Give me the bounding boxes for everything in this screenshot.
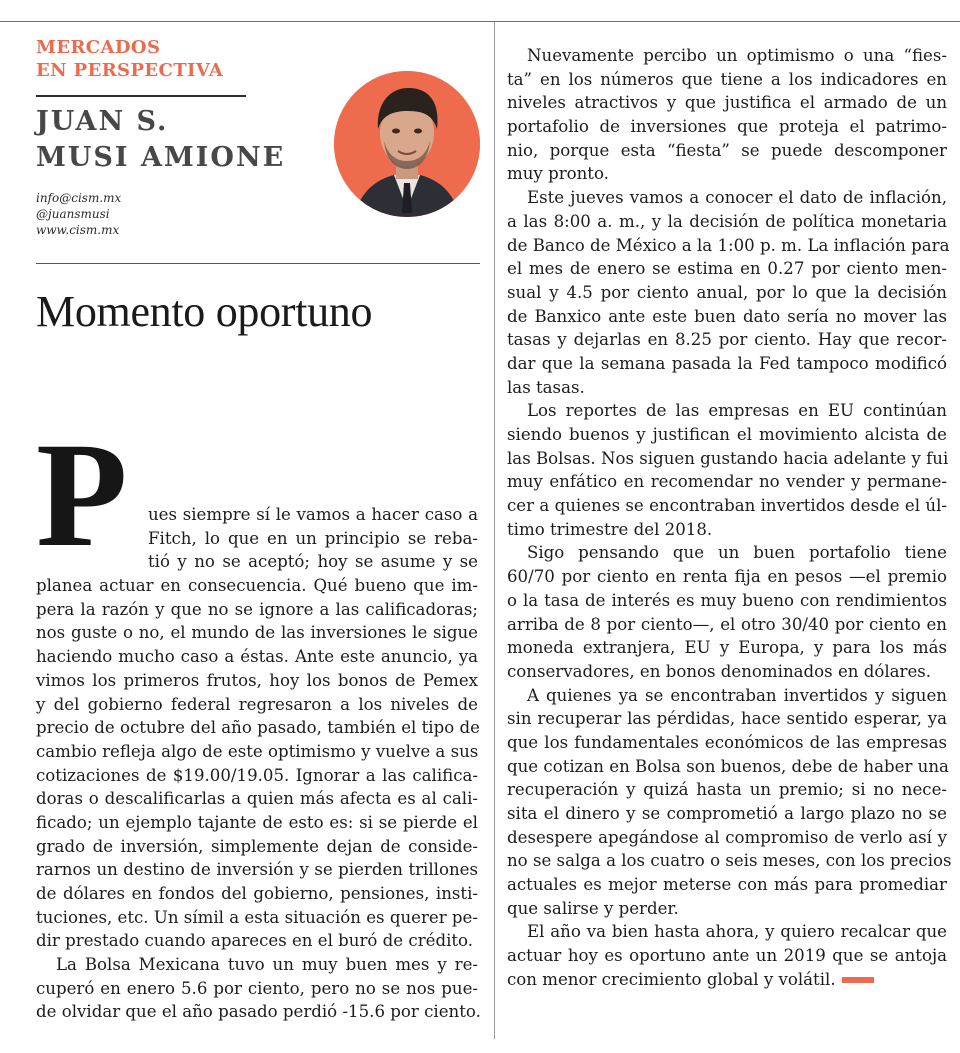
body-line: actuales es mejor meterse con más para promediar	[507, 875, 947, 895]
body-line: de olvidar que el año pasado perdió -15.6 por ciento.	[36, 1002, 481, 1022]
section-kicker	[36, 36, 296, 82]
body-line: el mes de enero se estima en 0.27 por ciento men-	[507, 259, 947, 279]
body-line: La Bolsa Mexicana tuvo un muy buen mes y re-	[56, 955, 478, 975]
top-rule	[0, 21, 960, 22]
body-line: con menor crecimiento global y volátil.	[507, 969, 836, 989]
body-line: recuperación y quizá hasta un premio; si no nece-	[507, 780, 947, 800]
body-line: tió y no se aceptó; hoy se asume y se	[148, 552, 478, 572]
article-body-left	[36, 412, 481, 1024]
body-line: planea actuar en consecuencia. Qué bueno que im-	[36, 576, 478, 596]
body-line: tuciones, etc. Un símil a esta situación es querer pe-	[36, 907, 478, 927]
column-divider	[494, 22, 495, 1039]
body-line: de Banxico ante este buen dato sería no mover las	[507, 306, 947, 326]
body-line: a las 8:00 a. m., y la decisión de política monetaria	[507, 211, 947, 231]
body-line: muy enfático en recomendar no vender y permane-	[507, 472, 947, 492]
body-line: desespere apegándose al compromiso de verlo así y	[507, 827, 947, 847]
body-line: Nuevamente percibo un optimismo o una “fies-	[527, 46, 947, 65]
article-title: Momento oportuno	[36, 287, 373, 336]
body-line: cambio refleja algo de este optimismo y vuelve a sus	[36, 741, 479, 761]
body-line: conservadores, en bonos denominados en dólares.	[507, 661, 932, 681]
body-line: grado de inversión, simplemente dejan de conside-	[36, 836, 478, 856]
body-line: nio, porque esta “fiesta” se puede descomponer	[507, 140, 947, 160]
body-line: ta” en los números que tiene a los indicadores en	[507, 69, 947, 89]
body-line: Sigo pensando que un buen portafolio tiene	[527, 543, 947, 563]
final-line	[507, 968, 947, 992]
body-line: o la tasa de interés es muy bueno con rendimientos	[507, 590, 947, 610]
author-line-2: MUSI AMIONE	[36, 142, 286, 173]
body-line: de dólares en fondos del gobierno, pensiones, insti-	[36, 884, 478, 903]
body-line: arriba de 8 por ciento—, el otro 30/40 por ciento en	[507, 614, 947, 634]
body-line: cer a quienes se encontraban invertidos desde el úl-	[507, 496, 947, 516]
body-line: Este jueves vamos a conocer el dato de inflación,	[527, 188, 947, 208]
author-website[interactable]: www.cism.mx	[36, 223, 120, 237]
author-portrait-icon	[334, 71, 480, 217]
body-line: de Banco de México a la 1:00 p. m. La inflación para	[507, 235, 950, 255]
body-line: Fitch, lo que en un principio se reba-	[148, 528, 478, 548]
byline-rule	[36, 95, 246, 97]
body-line: haciendo mucho caso a éstas. Ante este anuncio, ya	[36, 647, 478, 667]
body-line: Los reportes de las empresas en EU continúan	[527, 401, 947, 421]
body-line: que salirse y perder.	[507, 898, 679, 918]
end-mark-icon	[842, 977, 874, 983]
author-email[interactable]: info@cism.mx	[36, 191, 122, 205]
body-line: ues siempre sí le vamos a hacer caso a	[148, 505, 478, 524]
body-line: sita el dinero y se comprometió a largo plazo no se	[507, 804, 947, 823]
headline-rule	[36, 263, 480, 264]
body-line: cotizaciones de $19.00/19.05. Ignorar a las califica-	[36, 765, 478, 785]
body-line: dir prestado cuando apareces en el buró de crédito.	[36, 931, 474, 951]
body-line: tasas y dejarlas en 8.25 por ciento. Hay que recor-	[507, 330, 947, 350]
body-line: sual y 4.5 por ciento anual, por lo que la decisión	[507, 282, 947, 302]
body-line: dar que la semana pasada la Fed tampoco modificó	[507, 353, 947, 373]
body-line: las tasas.	[507, 377, 585, 397]
body-line: que los fundamentales económicos de las empresas	[507, 732, 947, 752]
body-line: sin recuperar las pérdidas, hace sentido esperar, ya	[507, 709, 947, 729]
body-line: El año va bien hasta ahora, y quiero recalcar que	[527, 922, 947, 942]
body-line: no se salga a los cuatro o seis meses, con los precios	[507, 851, 952, 871]
body-line: las Bolsas. Nos siguen gustando hacia adelante y fui	[507, 448, 949, 468]
drop-cap: P	[36, 412, 126, 578]
body-line: precio de octubre del año pasado, también el tipo de	[36, 718, 480, 738]
body-line: nos guste o no, el mundo de las inversiones le sigue	[36, 623, 478, 643]
body-line: ficado; un ejemplo tajante de esto es: si se pierde el	[36, 812, 478, 832]
author-handle[interactable]: @juansmusi	[36, 207, 110, 221]
body-line: A quienes ya se encontraban invertidos y siguen	[527, 685, 947, 705]
body-line: cuperó en enero 5.6 por ciento, pero no se nos pue-	[36, 978, 478, 998]
body-line: niveles atractivos y que justifica el armado de un	[507, 93, 947, 113]
author-line-1: JUAN S.	[36, 106, 169, 137]
body-line: doras o descalificarlas a quien más afecta es al cali-	[36, 789, 478, 809]
author-photo	[334, 71, 480, 217]
author-name	[36, 104, 326, 176]
body-line: y del gobierno federal regresaron a los niveles de	[36, 694, 478, 714]
kicker-line-2: EN PERSPECTIVA	[36, 60, 224, 81]
body-line: muy pronto.	[507, 164, 609, 184]
body-line: siendo buenos y justifican el movimiento alcista de	[507, 425, 947, 444]
body-line: 60/70 por ciento en renta fija en pesos —el premio	[507, 567, 947, 587]
body-line: moneda extranjera, EU y Europa, y para los más	[507, 638, 947, 658]
kicker-line-1: MERCADOS	[36, 37, 161, 58]
article-body-right	[507, 44, 952, 992]
body-line: vimos los primeros frutos, hoy los bonos de Pemex	[36, 670, 478, 690]
body-line: actuar hoy es oportuno ante un 2019 que se antoja	[507, 946, 947, 966]
body-line: pera la razón y que no se ignore a las calificadoras;	[36, 599, 478, 619]
body-line: timo trimestre del 2018.	[507, 519, 713, 539]
body-line: que cotizan en Bolsa son buenos, debe de haber una	[507, 756, 949, 776]
body-line: portafolio de inversiones que proteja el patrimo-	[507, 117, 947, 137]
body-line: rarnos un destino de inversión y se pierden trillones	[36, 860, 478, 880]
